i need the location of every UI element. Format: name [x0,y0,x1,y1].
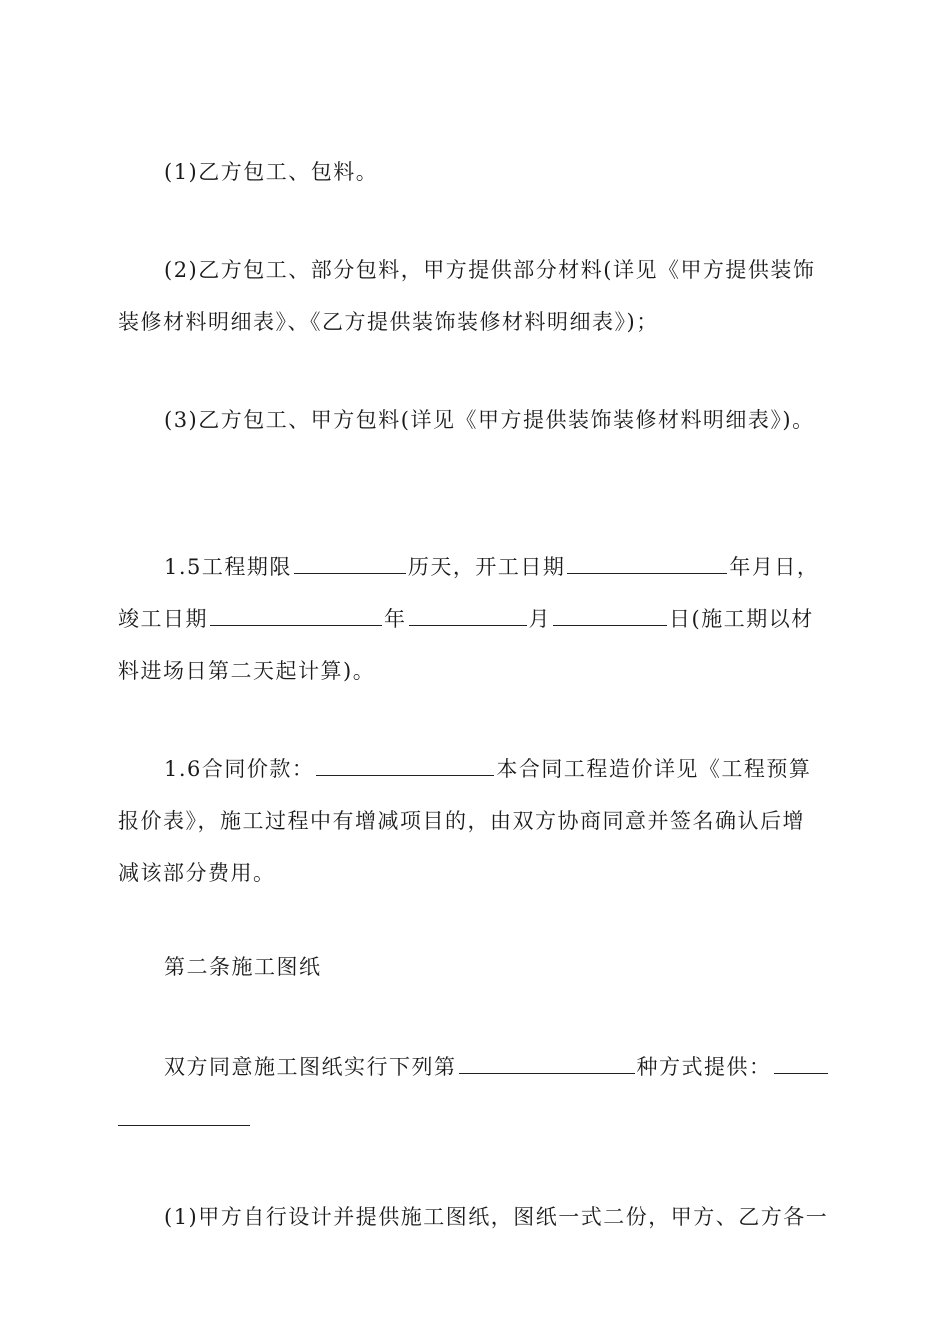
price-blank[interactable] [316,753,494,776]
term-clause-line-3: 料进场日第二天起计算)。 [118,659,376,683]
start-date-suffix: 年月日， [729,555,820,579]
month-label: 月 [528,607,551,631]
option-2-paragraph [118,244,832,348]
start-date-label: 历天，开工日期 [407,555,566,579]
price-clause-1-6 [118,743,832,899]
drawing-method-line-2 [118,1093,832,1145]
completion-date-label: 竣工日期 [118,607,208,631]
option-2-line-2: 装修材料明细表》、《乙方提供装饰装修材料明细表》)； [118,310,659,334]
option-3-paragraph [118,394,832,446]
completion-month-blank[interactable] [409,603,527,626]
article-2-heading [118,941,832,993]
drawing-method-paragraph [118,1041,832,1145]
method-number-blank[interactable] [459,1051,635,1074]
day-label: 日(施工期以材 [669,607,814,631]
term-clause-1-5 [118,541,832,697]
term-clause-line-1 [118,541,832,593]
article-2-title: 第二条施工图纸 [164,955,322,979]
duration-blank[interactable] [294,551,406,574]
price-clause-line-3: 减该部分费用。 [118,861,276,885]
drawing-method-line-1 [118,1041,832,1093]
option-2-line-1: (2)乙方包工、部分包料，甲方提供部分材料(详见《甲方提供装饰 [164,258,816,282]
start-date-blank[interactable] [567,551,727,574]
price-detail: 本合同工程造价详见《工程预算 [496,757,812,781]
drawing-option-1-text: (1)甲方自行设计并提供施工图纸，图纸一式二份，甲方、乙方各一 [164,1205,829,1229]
method-choice-blank-a[interactable] [774,1051,828,1074]
price-clause-line-1 [118,743,832,795]
drawing-method-suffix: 种方式提供： [636,1055,772,1079]
option-1-paragraph [118,146,832,198]
term-label: 1.5工程期限 [164,555,292,579]
option-3-text: (3)乙方包工、甲方包料(详见《甲方提供装饰装修材料明细表》)。 [164,408,815,432]
price-label: 1.6合同价款： [164,757,315,781]
term-clause-line-2 [118,593,832,645]
price-clause-line-2: 报价表》，施工过程中有增减项目的，由双方协商同意并签名确认后增 [118,809,805,833]
option-1-text: (1)乙方包工、包料。 [164,160,379,184]
drawing-option-1-paragraph [118,1191,832,1243]
completion-day-blank[interactable] [553,603,667,626]
drawing-method-label: 双方同意施工图纸实行下列第 [164,1055,457,1079]
method-choice-blank-b[interactable] [118,1103,250,1126]
completion-year-blank[interactable] [210,603,382,626]
year-label: 年 [384,607,407,631]
